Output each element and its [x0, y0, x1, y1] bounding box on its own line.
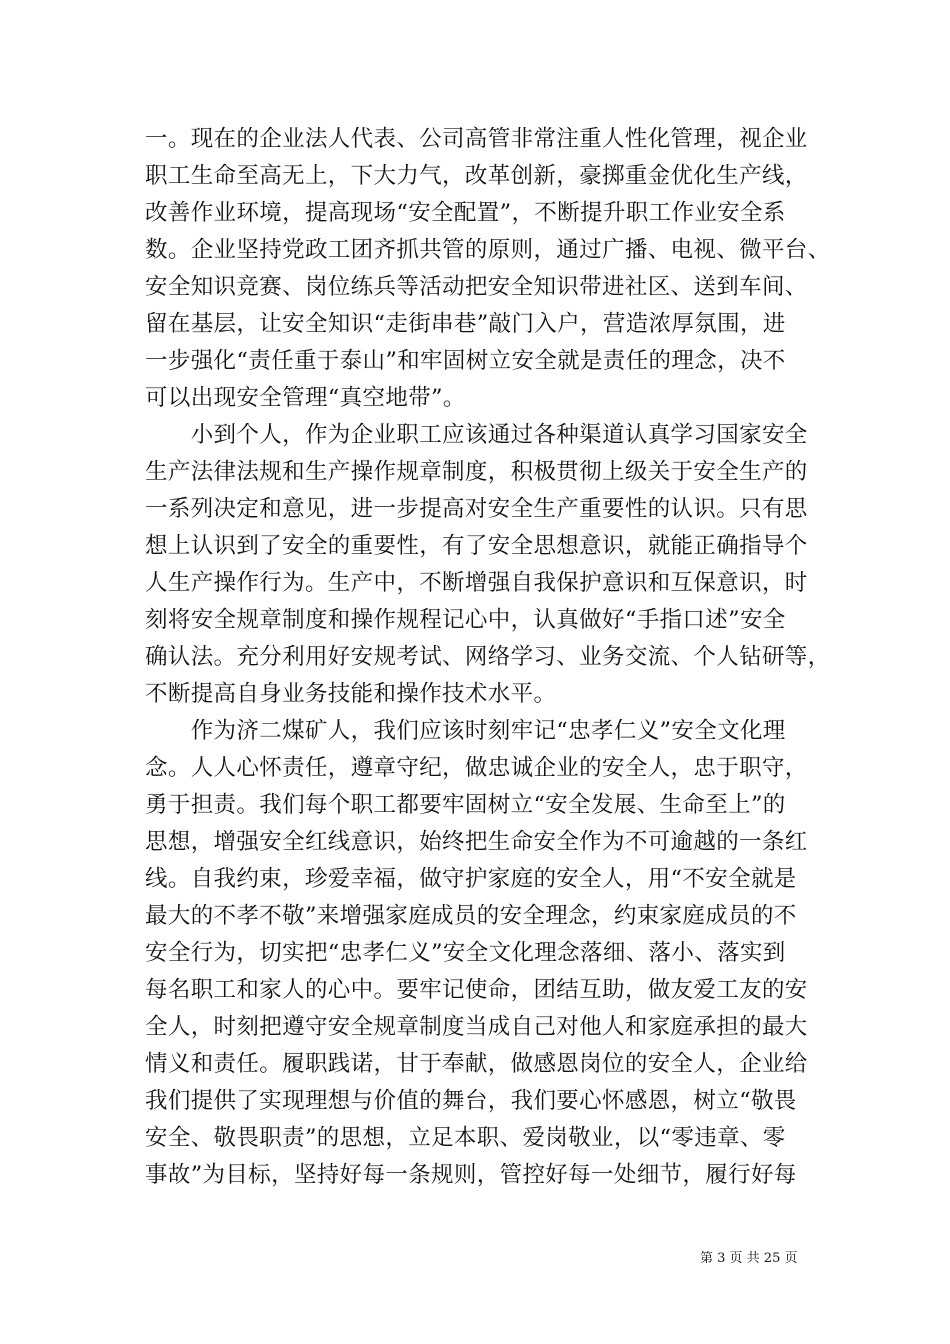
- text-line: 生产法律法规和生产操作规章制度，积极贯彻上级关于安全生产的: [145, 459, 808, 485]
- text-line: 线。自我约束，珍爱幸福，做守护家庭的安全人，用“不安全就是: [145, 866, 797, 892]
- text-line: 安全行为，切实把“忠孝仁义”安全文化理念落细、落小、落实到: [145, 940, 786, 966]
- text-line: 数。企业坚持党政工团齐抓共管的原则，通过广播、电视、微平台、: [145, 237, 831, 263]
- text-line: 念。人人心怀责任，遵章守纪，做忠诚企业的安全人，忠于职守，: [145, 755, 808, 781]
- text-line: 留在基层，让安全知识“走街串巷”敲门入户，营造浓厚氛围，进: [145, 311, 786, 337]
- text-line: 思想，增强安全红线意识，始终把生命安全作为不可逾越的一条红: [145, 829, 808, 855]
- text-line: 职工生命至高无上，下大力气，改革创新，豪掷重金优化生产线，: [145, 163, 808, 189]
- text-line: 小到个人，作为企业职工应该通过各种渠道认真学习国家安全: [145, 422, 808, 448]
- text-line: 安全、敬畏职责”的思想，立足本职、爱岗敬业，以“零违章、零: [145, 1125, 786, 1151]
- text-line: 改善作业环境，提高现场“安全配置”，不断提升职工作业安全系: [145, 200, 786, 226]
- text-line: 想上认识到了安全的重要性，有了安全思想意识，就能正确指导个: [145, 533, 808, 559]
- text-line: 不断提高自身业务技能和操作技术水平。: [145, 681, 557, 707]
- text-line: 我们提供了实现理想与价值的舞台，我们要心怀感恩，树立“敬畏: [145, 1088, 797, 1114]
- text-line: 作为济二煤矿人，我们应该时刻牢记“忠孝仁义”安全文化理: [145, 718, 786, 744]
- text-line: 一系列决定和意见，进一步提高对安全生产重要性的认识。只有思: [145, 496, 808, 522]
- text-line: 一。现在的企业法人代表、公司高管非常注重人性化管理，视企业: [145, 126, 808, 152]
- text-line: 事故”为目标，坚持好每一条规则，管控好每一处细节，履行好每: [145, 1162, 797, 1188]
- text-line: 每名职工和家人的心中。要牢记使命，团结互助，做友爱工友的安: [145, 977, 808, 1003]
- text-line: 最大的不孝不敬”来增强家庭成员的安全理念，约束家庭成员的不: [145, 903, 797, 929]
- text-line: 安全知识竞赛、岗位练兵等活动把安全知识带进社区、送到车间、: [145, 274, 808, 300]
- text-line: 一步强化“责任重于泰山”和牢固树立安全就是责任的理念，决不: [145, 348, 786, 374]
- text-line: 全人，时刻把遵守安全规章制度当成自己对他人和家庭承担的最大: [145, 1014, 808, 1040]
- page-number: 第 3 页 共 25 页: [700, 1251, 798, 1266]
- text-line: 勇于担责。我们每个职工都要牢固树立“安全发展、生命至上”的: [145, 792, 786, 818]
- text-line: 刻将安全规章制度和操作规程记心中，认真做好“手指口述”安全: [145, 607, 786, 633]
- text-line: 人生产操作行为。生产中，不断增强自我保护意识和互保意识，时: [145, 570, 808, 596]
- text-line: 情义和责任。履职践诺，甘于奉献，做感恩岗位的安全人，企业给: [145, 1051, 808, 1077]
- text-line: 可以出现安全管理“真空地带”。: [145, 385, 466, 411]
- text-line: 确认法。充分利用好安规考试、网络学习、业务交流、个人钻研等，: [145, 644, 831, 670]
